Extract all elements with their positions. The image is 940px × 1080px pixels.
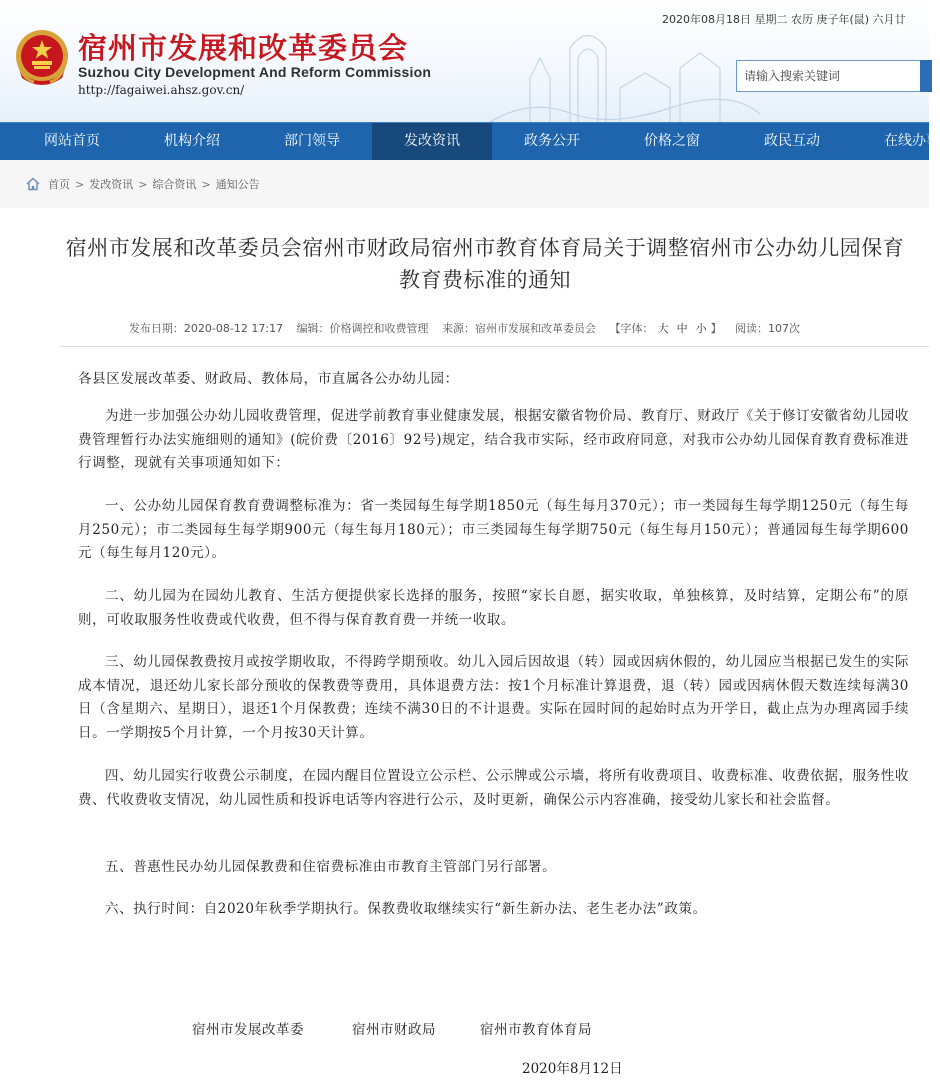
nav-item-price[interactable]: 价格之窗 <box>644 133 700 149</box>
national-emblem-icon <box>14 28 70 88</box>
nav-item-news[interactable]: 发改资讯 <box>372 123 492 161</box>
nav-item-online-service[interactable]: 在线办事 <box>884 133 940 149</box>
breadcrumb-general-news[interactable]: 综合资讯 <box>152 178 197 191</box>
search-box <box>736 60 929 92</box>
font-size-large-button[interactable]: 大 <box>657 322 669 335</box>
article-title: 宿州市发展和改革委员会宿州市财政局宿州市教育体育局关于调整宿州市公办幼儿园保育教育费标准的通知 <box>65 236 905 292</box>
breadcrumb-separator: > <box>138 177 148 191</box>
publish-date: 发布日期：2020-08-12 17:17 <box>128 322 284 335</box>
nav-item-leaders[interactable]: 部门领导 <box>284 133 340 149</box>
header-date-line: 2020年08月18日 星期二 农历 庚子年(鼠) 六月廿 <box>662 13 906 26</box>
sign-date: 2020年8月12日 <box>522 1061 623 1077</box>
view-count: 阅读：107次 <box>735 322 801 335</box>
site-title: 宿州市发展和改革委员会 <box>78 31 409 65</box>
main-nav <box>0 122 940 160</box>
font-size-control <box>610 322 722 335</box>
source: 来源：宿州市发展和改革委员会 <box>442 322 597 335</box>
signatory: 宿州市发展改革委 <box>192 1022 304 1038</box>
nav-item-interaction[interactable]: 政民互动 <box>764 133 820 149</box>
signatory: 宿州市财政局 <box>352 1022 436 1038</box>
article-paragraph: 四、幼儿园实行收费公示制度，在园内醒目位置设立公示栏、公示牌或公示墙，将所有收费项目、收费标准、收费依据，服务性收费、代收费收支情况，幼儿园性质和投诉电话等内容进行公示，及时更新，确保公示内容准确，接受幼儿家长和社会监督。 <box>78 768 909 808</box>
breadcrumb-home[interactable]: 首页 <box>48 178 70 191</box>
article-meta <box>0 320 929 336</box>
nav-item-home[interactable]: 网站首页 <box>44 133 100 149</box>
font-size-medium-button[interactable]: 中 <box>676 322 688 335</box>
site-header <box>0 0 929 122</box>
home-icon <box>26 177 40 191</box>
nav-item-about[interactable]: 机构介绍 <box>164 133 220 149</box>
font-size-prefix: 【字体： <box>609 322 654 335</box>
editor: 编辑：价格调控和收费管理 <box>296 322 429 335</box>
search-input[interactable] <box>737 61 920 91</box>
font-size-small-button[interactable]: 小 <box>695 322 707 335</box>
article-paragraph: 三、幼儿园保教费按月或按学期收取，不得跨学期预收。幼儿入园后因故退（转）园或因病休假的，幼儿园应当根据已发生的实际成本情况，退还幼儿家长部分预收的保教费等费用，具体退费方法：按1个月标准计算退费，退（转）园或因病休假天数连续每满30日（含星期六、星期日），退还1个月保教费；连续不满30日的不计退费。实际在园时间的起始时点为开学日，截止点为办理离园手续日。一学期按5个月计算，一个月按30天计算。 <box>78 654 909 741</box>
font-size-suffix: 】 <box>710 322 722 335</box>
salutation: 各县区发展改革委、财政局、教体局，市直属各公办幼儿园： <box>78 371 459 387</box>
meta-divider <box>60 346 929 347</box>
site-url[interactable]: http://fagaiwei.ahsz.gov.cn/ <box>78 83 245 97</box>
breadcrumb-separator: > <box>75 177 85 191</box>
search-button[interactable] <box>920 60 932 92</box>
breadcrumb-notices[interactable]: 通知公告 <box>215 178 260 191</box>
city-skyline-watermark <box>470 18 760 122</box>
article-paragraph: 为进一步加强公办幼儿园收费管理，促进学前教育事业健康发展，根据安徽省物价局、教育厅、财政厅《关于修订安徽省幼儿园收费管理暂行办法实施细则的通知》(皖价费〔2016〕92号)规定，结合我市实际，经市政府同意，对我市公办幼儿园保育教育费标准进行调整，现就有关事项通知如下： <box>78 408 909 471</box>
article-paragraph: 一、公办幼儿园保育教育费调整标准为：省一类园每生每学期1850元（每生每月370元）；市一类园每生每学期1250元（每生每月250元）；市二类园每生每学期900元（每生每月180元）；市三类园每生每学期750元（每生每月150元）；普通园每生每学期600元（每生每月120元）。 <box>78 498 909 561</box>
nav-item-public-affairs[interactable]: 政务公开 <box>524 133 580 149</box>
article-paragraph: 五、普惠性民办幼儿园保教费和住宿费标准由市教育主管部门另行部署。 <box>105 859 557 875</box>
site-title-english: Suzhou City Development And Reform Commission <box>78 64 432 80</box>
breadcrumb-news[interactable]: 发改资讯 <box>89 178 134 191</box>
breadcrumb-separator: > <box>201 177 211 191</box>
breadcrumb <box>26 176 260 192</box>
article-paragraph: 二、幼儿园为在园幼儿教育、生活方便提供家长选择的服务，按照“家长自愿，据实收取，单独核算，及时结算，定期公布”的原则，可收取服务性收费或代收费，但不得与保育教育费一并统一收取。 <box>78 588 909 628</box>
article-paragraph: 六、执行时间：自2020年秋季学期执行。保教费收取继续实行“新生新办法、老生老办法”政策。 <box>105 901 707 917</box>
signatory: 宿州市教育体育局 <box>480 1022 592 1038</box>
